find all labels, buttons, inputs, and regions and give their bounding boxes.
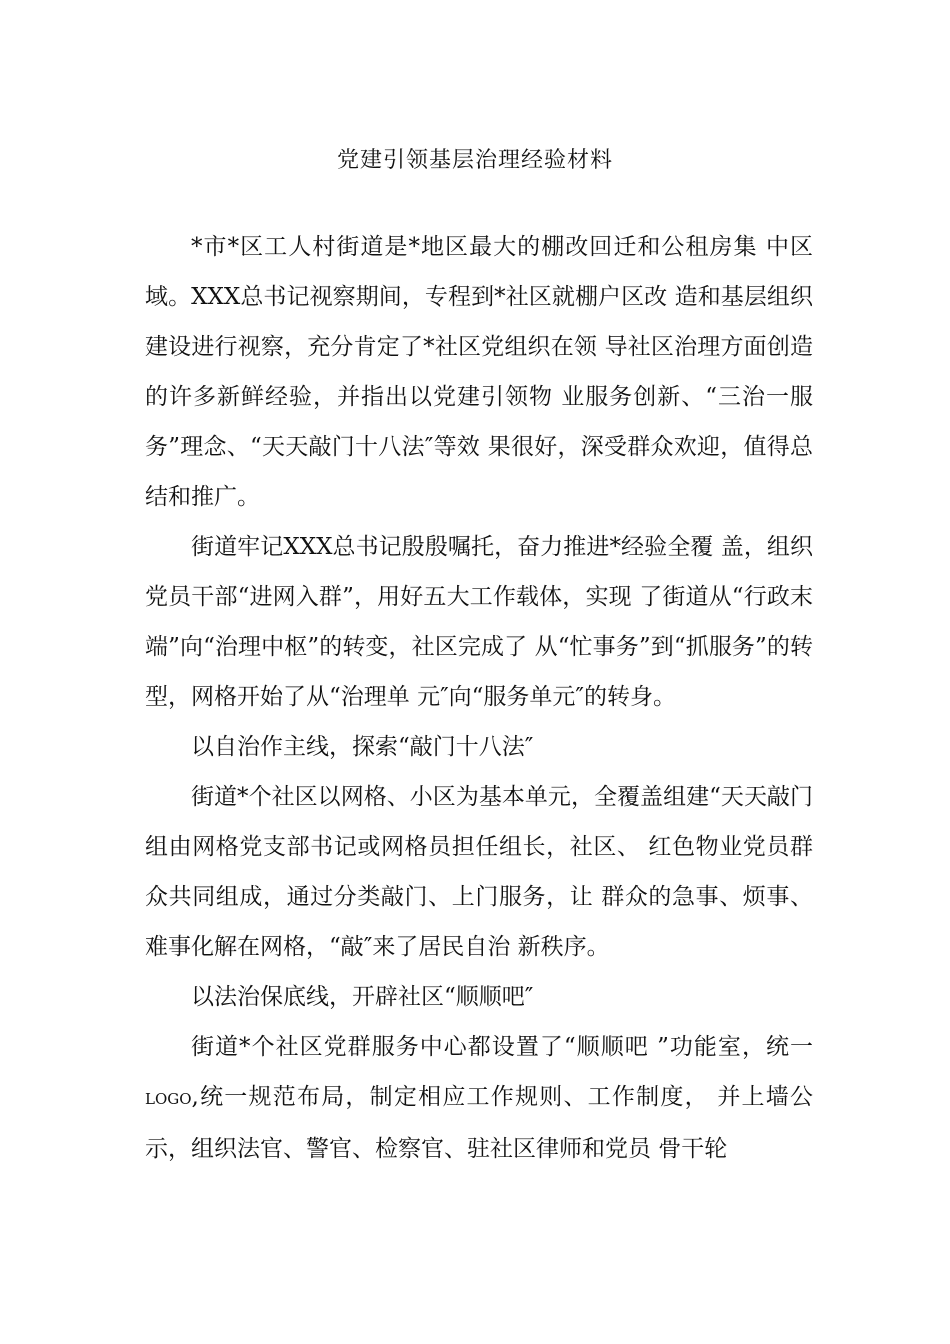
section-heading-self-governance: 以自治作主线，探索“敲门十八法″ (191, 734, 534, 760)
paragraph-text-before-logo: 街道*个社区党群服务中心都设置了“顺顺吧 ”功能室，统一 (191, 1034, 813, 1060)
document-title: 党建引领基层治理经验材料 (336, 148, 613, 173)
section-heading-rule-of-law: 以法治保底线，开辟社区“顺顺吧″ (191, 984, 534, 1010)
paragraph-street-mission: 街道牢记XXX总书记殷殷嘱托，奋力推进*经验全覆 盖，组织党员干部“进网入群”，用好五大工作载体，实现 了街道从“行政末端”向“治理中枢”的转变，社区完成了 从“忙事务”到“抓服务”的转型，网格开始了从“治理单 元″向“服务单元″的转身。 (145, 534, 813, 710)
paragraph-knock-door: 街道*个社区以网格、小区为基本单元，全覆盖组建“天天敲门组由网格党支部书记或网格员担任组长，社区、 红色物业党员群众共同组成，通过分类敲门、上门服务，让 群众的急事、烦事、难事化解在网格，“敲″来了居民自治 新秩序。 (145, 784, 813, 960)
logo-word: LOGO (145, 1090, 192, 1108)
paragraph-shunshun-bar (145, 1022, 813, 1174)
paragraph-text-after-logo: ,统一规范布局，制定相应工作规则、工作制度， 并上墙公示，组织法官、警官、检察官、驻社区律师和党员 骨干轮 (145, 1084, 813, 1162)
paragraph-intro: *市*区工人村街道是*地区最大的棚改回迁和公租房集 中区域。XXX总书记视察期间，专程到*社区就棚户区改 造和基层组织建设进行视察，充分肯定了*社区党组织在领 导社区治理方面创造的许多新鲜经验，并指出以党建引领物 业服务创新、“三治一服务”理念、“天天敲门十八法″等效 果很好，深受群众欢迎，值得总结和推广。 (145, 234, 813, 510)
document-body (145, 222, 813, 1174)
